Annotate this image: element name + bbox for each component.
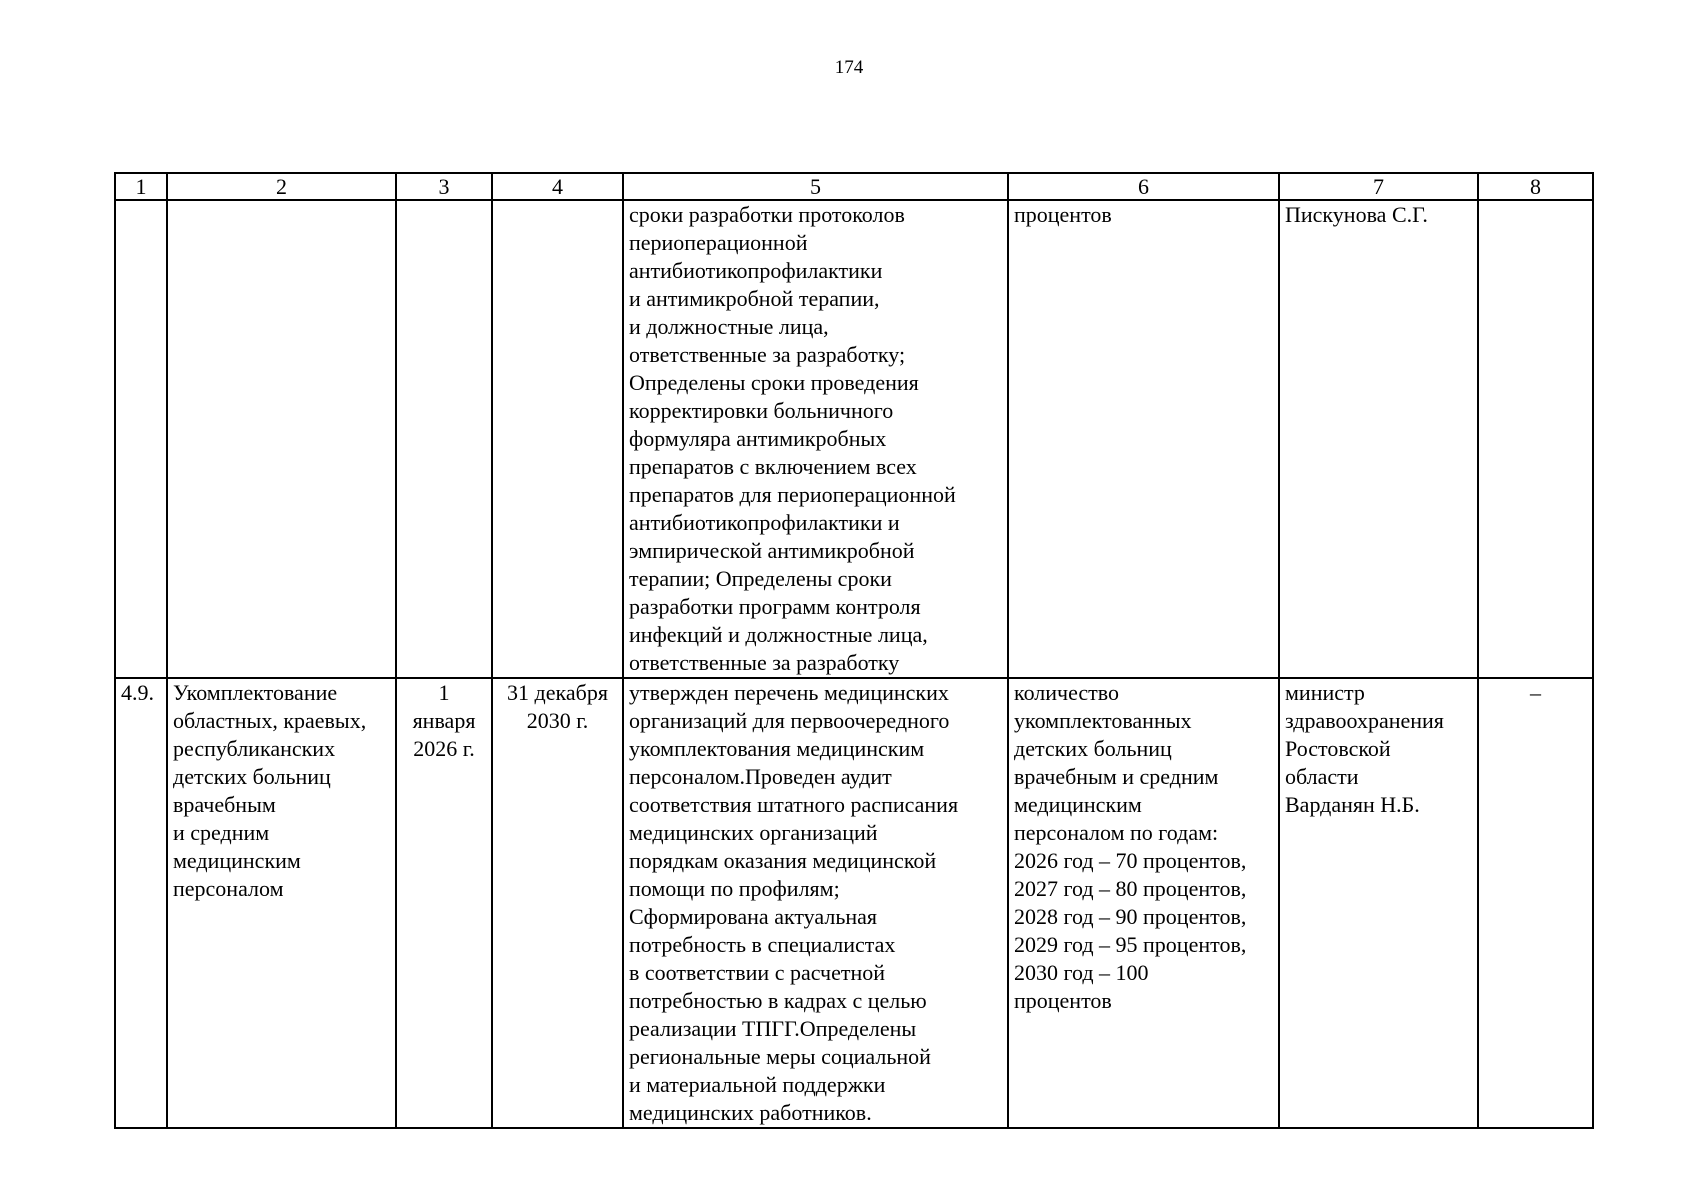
indicator-cell: процентов [1008,200,1279,678]
header-cell: 8 [1478,173,1593,200]
measure-name-cell: Укомплектование областных, краевых, республиканских детских больниц врачебным и средним медицинским персоналом [167,678,396,1128]
header-cell: 6 [1008,173,1279,200]
header-cell: 5 [623,173,1008,200]
table-row [115,200,1593,678]
start-date-cell [396,200,492,678]
header-cell: 1 [115,173,167,200]
header-cell: 7 [1279,173,1478,200]
row-number-cell [115,200,167,678]
start-date-cell: 1 января 2026 г. [396,678,492,1128]
indicator-cell: количество укомплектованных детских больниц врачебным и средним медицинским персоналом по годам: 2026 год – 70 процентов, 2027 год – 80 процентов, 2028 год – 90 процентов, 2029 год – 95 процентов, 2030 год – 100 процентов [1008,678,1279,1128]
end-date-cell [492,200,623,678]
note-cell [1478,200,1593,678]
measure-name-cell [167,200,396,678]
responsible-cell: министр здравоохранения Ростовской области Варданян Н.Б. [1279,678,1478,1128]
end-date-cell: 31 декабря 2030 г. [492,678,623,1128]
row-number-cell: 4.9. [115,678,167,1128]
header-cell: 4 [492,173,623,200]
header-row [115,173,1593,200]
result-cell: утвержден перечень медицинских организаций для первоочередного укомплектования медицинским персоналом.Проведен аудит соответствия штатного расписания медицинских организаций порядкам оказания медицинской помощи по профилям; Сформирована актуальная потребность в специалистах в соответствии с расчетной потребностью в кадрах с целью реализации ТПГГ.Определены региональные меры социальной и материальной поддержки медицинских работников. [623,678,1008,1128]
header-cell: 3 [396,173,492,200]
responsible-cell: Пискунова С.Г. [1279,200,1478,678]
result-cell: сроки разработки протоколов периоперационной антибиотикопрофилактики и антимикробной терапии, и должностные лица, ответственные за разработку; Определены сроки проведения корректировки больничного формуляра антимикробных препаратов с включением всех препаратов для периоперационной антибиотикопрофилактики и эмпирической антимикробной терапии; Определены сроки разработки программ контроля инфекций и должностные лица, ответственные за разработку [623,200,1008,678]
page-number: 174 [834,57,864,78]
header-cell: 2 [167,173,396,200]
plan-table [114,172,1594,1129]
note-cell: – [1478,678,1593,1128]
table-row [115,678,1593,1128]
